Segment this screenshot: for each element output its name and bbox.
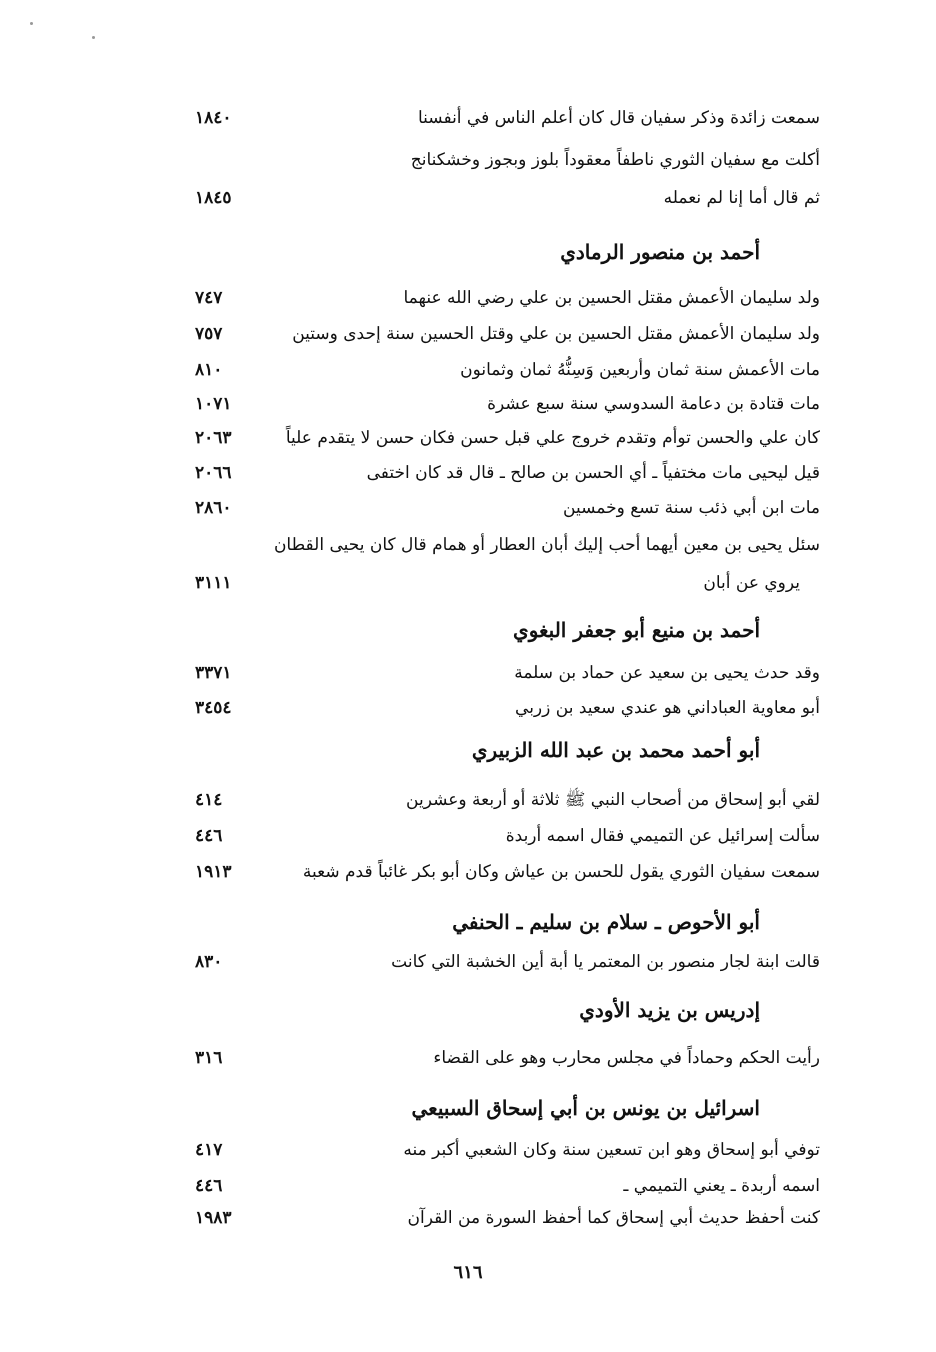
index-entry: [180, 944, 820, 980]
section-heading: [180, 610, 820, 646]
index-entry: [180, 527, 820, 563]
index-entry: [180, 655, 820, 691]
index-entry: [180, 1132, 820, 1168]
index-entry: [180, 352, 820, 388]
page-number: ٦١٦: [453, 1262, 483, 1283]
entry-text: أبو معاوية العباداني هو عندي سعيد بن زربي: [515, 698, 820, 718]
entry-reference-number: ٣٣٧١: [195, 663, 232, 683]
entry-reference-number: ٢٨٦٠: [195, 498, 232, 518]
heading-text: اسرائيل بن يونس بن أبي إسحاق السبيعي: [411, 1096, 760, 1120]
entry-text: قيل ليحيى مات مختفياً ـ أي الحسن بن صالح ـ قال قد كان اختفى: [366, 463, 820, 483]
section-heading: [180, 990, 820, 1026]
entry-reference-number: ٤٤٦: [195, 826, 223, 846]
entry-text: مات ابن أبي ذئب سنة تسع وخمسين: [563, 498, 820, 518]
index-entry: [180, 455, 820, 491]
entry-text: لقي أبو إسحاق من أصحاب النبي ﷺ ثلاثة أو أربعة وعشرين: [406, 790, 820, 810]
entry-text: يروي عن أبان: [703, 573, 800, 593]
index-entry: [180, 1040, 820, 1076]
heading-text: أبو أحمد محمد بن عبد الله الزبيري: [471, 738, 760, 762]
scan-speck: [30, 22, 33, 25]
entry-text: رأيت الحكم وحماداً في مجلس محارب وهو على القضاء: [433, 1048, 820, 1068]
index-entry: [180, 854, 820, 890]
entry-reference-number: ١٨٤٠: [195, 108, 232, 128]
entry-reference-number: ٤١٤: [195, 790, 223, 810]
index-entry: [180, 100, 820, 136]
index-entry: [180, 280, 820, 316]
entry-text: كان علي والحسن توأم وتقدم خروج علي قبل حسن فكان حسن لا يتقدم علياً: [285, 428, 820, 448]
entry-text: أكلت مع سفيان الثوري ناطفاً معقوداً بلوز وبجوز وخشكنانج: [410, 150, 820, 170]
entry-reference-number: ٧٤٧: [195, 288, 223, 308]
heading-text: أبو الأحوص ـ سلام بن سليم ـ الحنفي: [452, 910, 760, 934]
section-heading: [180, 232, 820, 268]
index-entry: [180, 420, 820, 456]
index-entry: [180, 690, 820, 726]
entry-reference-number: ٣٤٥٤: [195, 698, 232, 718]
entry-reference-number: ٤٤٦: [195, 1176, 223, 1196]
entry-reference-number: ١٩١٣: [195, 862, 232, 882]
entry-reference-number: ٢٠٦٦: [195, 463, 232, 483]
index-entry: [180, 1200, 820, 1236]
index-entry: [180, 180, 820, 216]
section-heading: [180, 1088, 820, 1124]
index-entry: [180, 818, 820, 854]
entry-text: ولد سليمان الأعمش مقتل الحسين بن علي رضي الله عنهما: [403, 288, 820, 308]
index-entry: [180, 386, 820, 422]
entry-text: ولد سليمان الأعمش مقتل الحسين بن علي وقتل الحسين سنة إحدى وستين: [292, 324, 820, 344]
entry-reference-number: ٤١٧: [195, 1140, 223, 1160]
index-entry: [180, 1168, 820, 1204]
entry-text: سئل يحيى بن معين أيهما أحب إليك أبان العطار أو همام قال كان يحيى القطان: [273, 535, 820, 555]
entry-reference-number: ٨٣٠: [195, 952, 223, 972]
entry-reference-number: ١٠٧١: [195, 394, 232, 414]
entry-text: توفي أبو إسحاق وهو ابن تسعين سنة وكان الشعبي أكبر منه: [403, 1140, 820, 1160]
entry-text: ثم قال أما إنا لم نعمله: [663, 188, 820, 208]
scan-speck: [92, 36, 95, 39]
index-entry: [180, 565, 820, 601]
entry-reference-number: ٣١١١: [195, 573, 232, 593]
entry-reference-number: ١٨٤٥: [195, 188, 232, 208]
entry-reference-number: ٣١٦: [195, 1048, 223, 1068]
entry-text: سألت إسرائيل عن التميمي فقال اسمه أربدة: [505, 826, 820, 846]
entry-text: مات قتادة بن دعامة السدوسي سنة سبع عشرة: [487, 394, 820, 414]
entry-text: قالت ابنة لجار منصور بن المعتمر يا أبة أين الخشبة التي كانت: [391, 952, 820, 972]
entry-reference-number: ١٩٨٣: [195, 1208, 232, 1228]
heading-text: أحمد بن منصور الرمادي: [560, 240, 760, 264]
entry-text: مات الأعمش سنة ثمان وأربعين وَسِنُّهُ ثمان وثمانون: [460, 360, 820, 380]
entry-text: وقد حدث يحيى بن سعيد عن حماد بن سلمة: [514, 663, 820, 683]
index-entry: [180, 142, 820, 178]
entry-reference-number: ٧٥٧: [195, 324, 223, 344]
entry-reference-number: ٨١٠: [195, 360, 223, 380]
entry-text: سمعت زائدة وذكر سفيان قال كان أعلم الناس في أنفسنا: [418, 108, 820, 128]
section-heading: [180, 902, 820, 938]
entry-text: اسمه أربدة ـ يعني التميمي ـ: [623, 1176, 820, 1196]
index-entry: [180, 782, 820, 818]
entry-reference-number: ٢٠٦٣: [195, 428, 232, 448]
entry-text: سمعت سفيان الثوري يقول للحسن بن عياش وكان أبو بكر غائباً قدم شعبة: [302, 862, 820, 882]
heading-text: إدريس بن يزيد الأودي: [579, 998, 760, 1022]
section-heading: [180, 730, 820, 766]
index-entry: [180, 316, 820, 352]
index-entry: [180, 490, 820, 526]
heading-text: أحمد بن منيع أبو جعفر البغوي: [513, 618, 760, 642]
entry-text: كنت أحفظ حديث أبي إسحاق كما أحفظ السورة من القرآن: [407, 1208, 820, 1228]
